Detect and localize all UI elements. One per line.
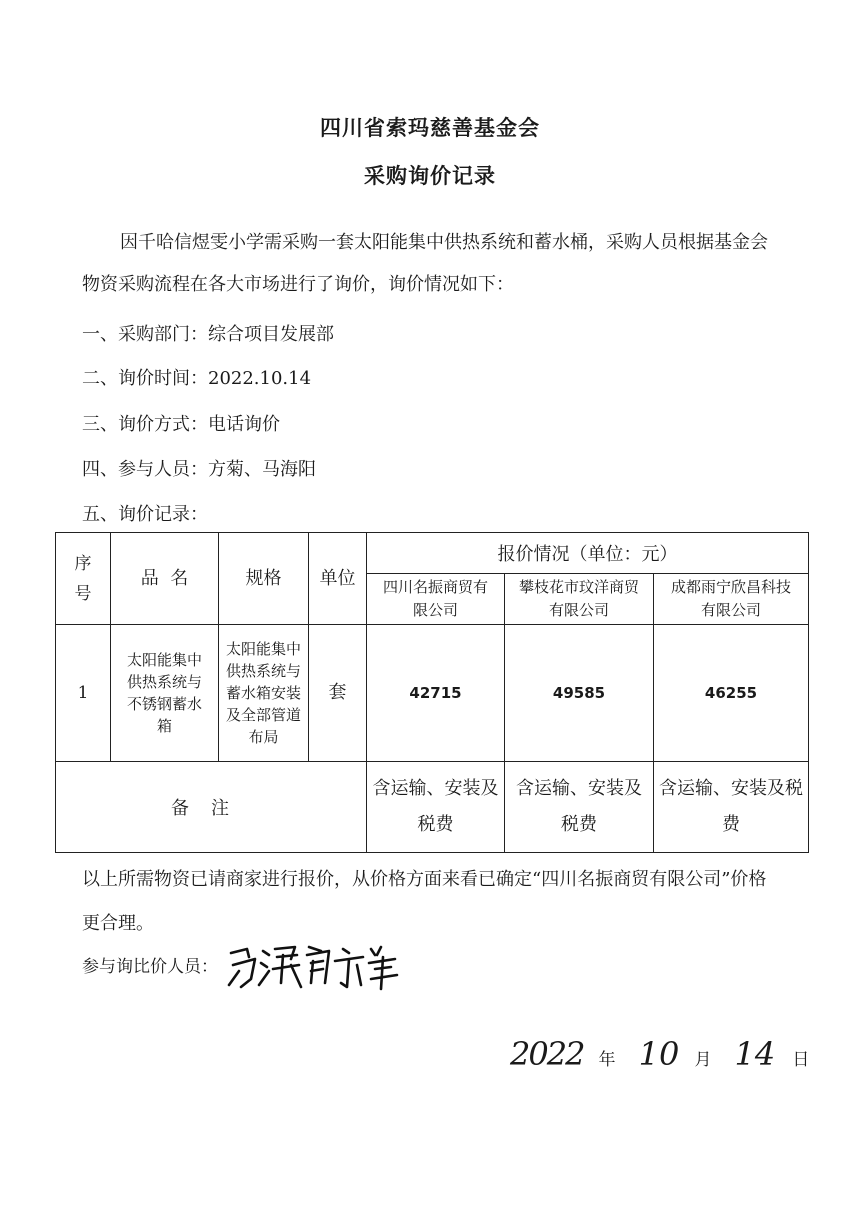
price-supplier-1: 42715 — [367, 625, 505, 762]
row-unit: 套 — [309, 625, 367, 762]
header-unit: 单位 — [309, 533, 367, 625]
row-seq: 1 — [56, 625, 111, 762]
inquiry-date: 二、询价时间：2022.10.14 — [82, 368, 312, 389]
price-supplier-3: 46255 — [654, 625, 809, 762]
document-title: 采购询价记录 — [364, 164, 496, 188]
handwritten-signature — [225, 935, 400, 995]
header-quote: 报价情况（单位：元） — [367, 533, 809, 574]
date-month-unit: 月 — [694, 1050, 712, 1070]
note-supplier-3: 含运输、安装及税费 — [654, 762, 809, 853]
inquiry-table — [55, 532, 809, 853]
date-month: 10 — [638, 1035, 680, 1073]
note-supplier-1: 含运输、安装及税费 — [367, 762, 505, 853]
date-year-unit: 年 — [598, 1050, 616, 1070]
purchase-department: 一、采购部门：综合项目发展部 — [82, 324, 334, 345]
participants: 四、参与人员：方菊、马海阳 — [82, 459, 316, 480]
inquiry-records-heading: 五、询价记录： — [82, 504, 208, 525]
row-item-name: 太阳能集中供热系统与不锈钢蓄水箱 — [111, 625, 219, 762]
date-day-unit: 日 — [792, 1050, 810, 1070]
note-label: 备注 — [56, 762, 367, 853]
intro-paragraph: 因千哈信煜雯小学需采购一套太阳能集中供热系统和蓄水桶，采购人员根据基金会物资采购流程在各大市场进行了询价，询价情况如下： — [82, 232, 768, 295]
organization-title: 四川省索玛慈善基金会 — [320, 116, 540, 140]
supplier-3: 成都雨宁欣昌科技有限公司 — [654, 574, 809, 625]
note-supplier-2: 含运输、安装及税费 — [505, 762, 654, 853]
header-name: 品 名 — [111, 533, 219, 625]
date-year: 2022 — [510, 1035, 584, 1073]
row-spec: 太阳能集中供热系统与蓄水箱安装及全部管道布局 — [219, 625, 309, 762]
inquiry-method: 三、询价方式：电话询价 — [82, 414, 280, 435]
date-day: 14 — [734, 1035, 776, 1073]
signature-date — [510, 1035, 809, 1073]
price-supplier-2: 49585 — [505, 625, 654, 762]
supplier-2: 攀枝花市玟洋商贸有限公司 — [505, 574, 654, 625]
signer-label: 参与询比价人员： — [82, 957, 218, 977]
header-spec: 规格 — [219, 533, 309, 625]
header-seq: 序号 — [56, 533, 111, 625]
supplier-1: 四川名振商贸有限公司 — [367, 574, 505, 625]
conclusion-paragraph: 以上所需物资已请商家进行报价，从价格方面来看已确定“四川名振商贸有限公司”价格更合理。 — [82, 869, 767, 934]
